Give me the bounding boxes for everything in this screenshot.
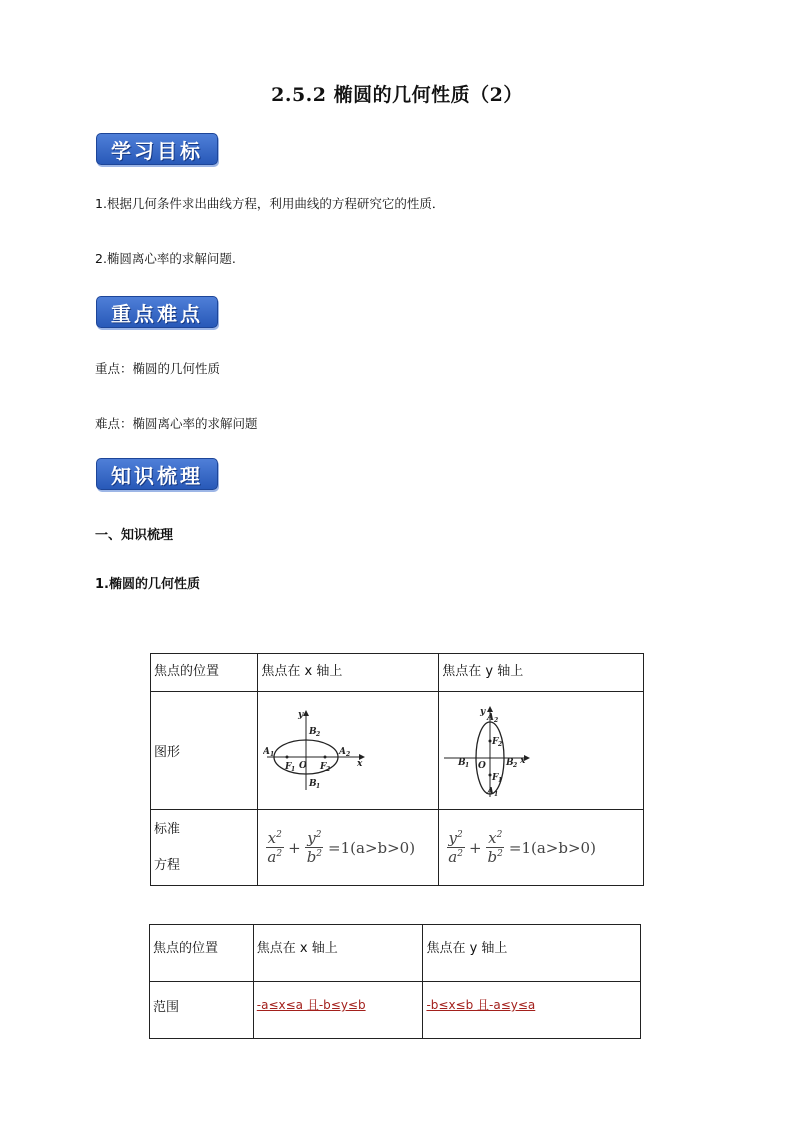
a1-subscript: 1 — [494, 790, 499, 798]
graph-row-label: 图形 — [151, 692, 258, 810]
equation-row-label — [151, 810, 258, 886]
eq-y-num1: y — [448, 829, 457, 847]
ellipse-x-axis-figure — [263, 706, 373, 796]
f1-label: F — [285, 761, 292, 772]
table-header-cell: 焦点在 y 轴上 — [423, 925, 641, 982]
eq-y-den2: b — [487, 848, 498, 866]
x-axis-label: x — [357, 758, 363, 769]
y-axis-label: y — [298, 709, 304, 720]
document-title: 2.5.2 椭圆的几何性质（2） — [271, 84, 523, 106]
eq-x-num1: x — [267, 829, 277, 847]
objectives-badge: 学习目标 — [96, 133, 218, 165]
range-row-label: 范围 — [150, 982, 254, 1039]
objective-1: 1.根据几何条件求出曲线方程，利用曲线的方程研究它的性质． — [95, 196, 445, 211]
equation-x-cell — [258, 810, 439, 886]
a2-subscript: 2 — [494, 716, 499, 724]
knowledge-badge: 知识梳理 — [96, 458, 218, 490]
eq-y-rhs: =1(a>b>0) — [508, 838, 596, 857]
table-header-cell: 焦点的位置 — [151, 654, 258, 692]
a2-label: A — [487, 712, 495, 723]
f2-label: F — [320, 761, 327, 772]
b1-subscript: 1 — [316, 782, 321, 790]
equation-label-line1: 标准 — [154, 821, 181, 837]
table-header-cell: 焦点在 x 轴上 — [253, 925, 423, 982]
table-row — [150, 982, 641, 1039]
table-header-cell: 焦点的位置 — [150, 925, 254, 982]
b2-label: B — [506, 757, 514, 768]
origin-label: O — [478, 760, 487, 771]
range-y-cell — [423, 982, 641, 1039]
range-x-cell — [253, 982, 423, 1039]
range-y-value: -b≤x≤b 且-a≤y≤a — [426, 998, 536, 1012]
eq-y-den1: a — [448, 848, 458, 866]
ellipse-y-axis-figure — [442, 703, 542, 799]
equation-label-line2: 方程 — [154, 857, 181, 873]
y-axis-label: y — [480, 706, 486, 717]
a1-label: A — [263, 746, 271, 757]
a2-label: A — [339, 746, 347, 757]
f1-subscript: 1 — [291, 765, 296, 773]
table-row — [151, 810, 644, 886]
a1-label: A — [487, 786, 495, 797]
a1-subscript: 1 — [270, 750, 275, 758]
sub-heading: 1.椭圆的几何性质 — [95, 577, 200, 592]
table-header-cell: 焦点在 y 轴上 — [439, 654, 644, 692]
b1-label: B — [458, 757, 466, 768]
eq-x-rhs: =1(a>b>0) — [328, 838, 416, 857]
equation-x-formula: $\frac{x^2}{a^2}$ + $\frac{y^2}{b^2}$ =1(a>b>0) — [267, 829, 416, 866]
key-points-badge: 重点难点 — [96, 296, 218, 328]
table-row — [150, 925, 641, 982]
range-x-value: -a≤x≤a 且-b≤y≤b — [256, 998, 366, 1012]
graph-y-cell — [439, 692, 644, 810]
objective-2: 2.椭圆离心率的求解问题. — [95, 251, 236, 266]
table-row — [151, 692, 644, 810]
b2-subscript: 2 — [513, 761, 518, 769]
eq-x-den1: a — [267, 848, 277, 866]
f2-subscript: 2 — [498, 740, 503, 748]
a2-subscript: 2 — [346, 750, 351, 758]
b2-subscript: 2 — [316, 730, 321, 738]
equation-y-formula: $\frac{y^2}{a^2}$ + $\frac{x^2}{b^2}$ =1(a>b>0) — [448, 829, 596, 866]
f2-subscript: 2 — [326, 765, 331, 773]
origin-label: O — [299, 760, 308, 771]
table-header-cell: 焦点在 x 轴上 — [258, 654, 439, 692]
eq-x-num2: y — [307, 829, 316, 847]
f1-label: F — [492, 772, 499, 783]
section-heading: 一、知识梳理 — [95, 528, 174, 543]
b1-label: B — [309, 778, 318, 789]
eq-y-num2: x — [488, 829, 497, 847]
b2-label: B — [309, 726, 318, 737]
properties-table-2 — [149, 924, 641, 1039]
eq-x-den2: b — [306, 848, 317, 866]
table-row — [151, 654, 644, 692]
difficulty-point: 难点：椭圆离心率的求解问题 — [95, 416, 258, 431]
graph-x-cell — [258, 692, 439, 810]
equation-y-cell — [439, 810, 644, 886]
f1-subscript: 1 — [498, 776, 503, 784]
focus-point: 重点：椭圆的几何性质 — [95, 361, 221, 376]
f2-label: F — [492, 736, 499, 747]
x-axis-label: x — [520, 755, 526, 766]
properties-table-1 — [150, 653, 644, 886]
b1-subscript: 1 — [465, 761, 470, 769]
